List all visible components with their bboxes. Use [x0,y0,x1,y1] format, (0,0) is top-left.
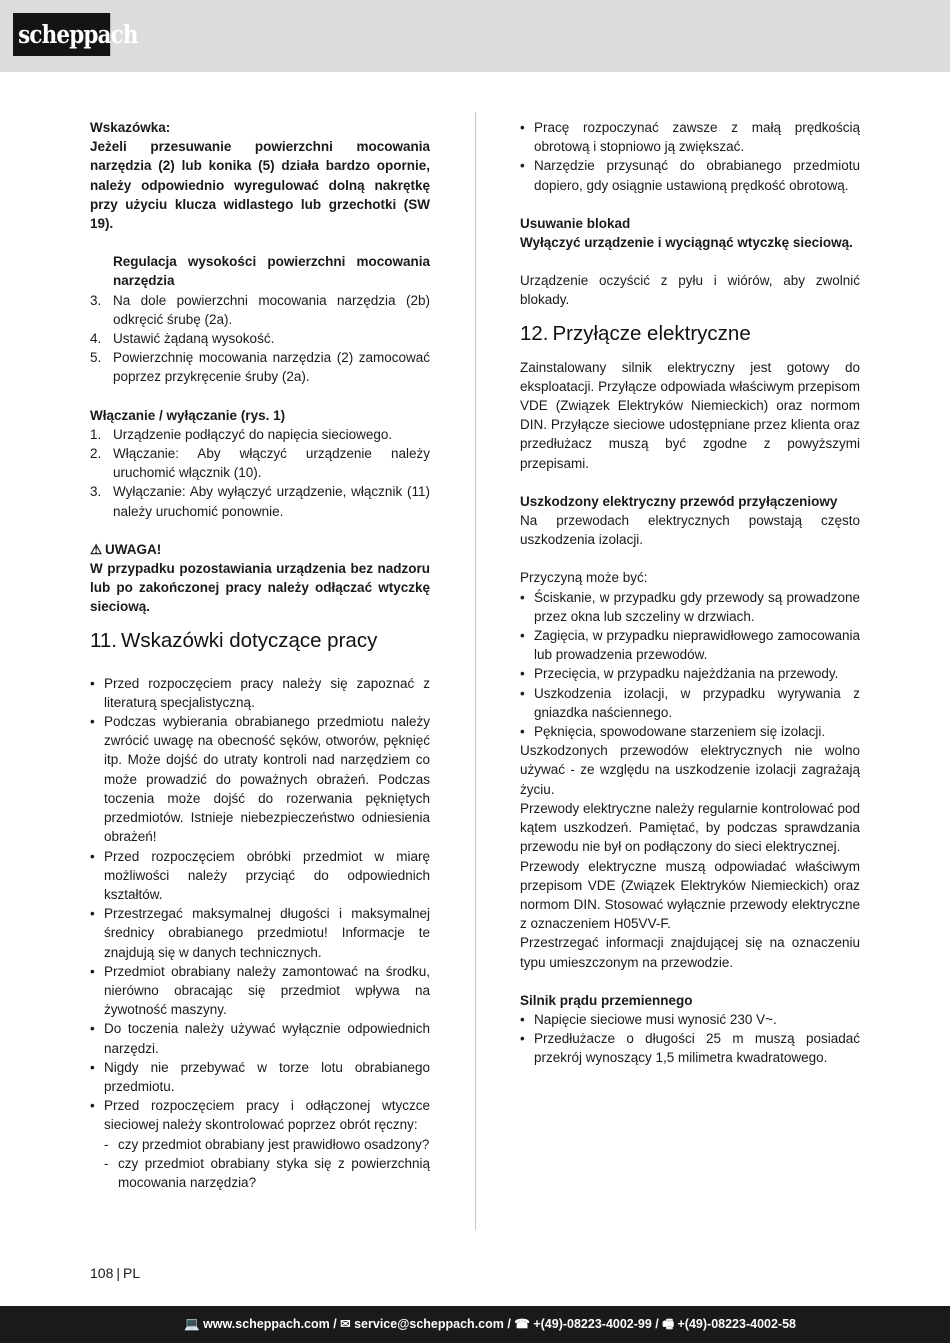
list-item: • Ściskanie, w przypadku gdy przewody są prowadzone przez okna lub szczeliny w drzwiach. [520,589,860,624]
right-column [520,118,860,1068]
list-item: • Nigdy nie przebywać w torze lotu obrabianego przedmiotu. [90,1059,430,1094]
list-item: • Napięcie sieciowe musi wynosić 230 V~. [520,1011,777,1027]
on-off-title: Włączanie / wyłączanie (rys. 1) [90,407,286,423]
language-code: PL [123,1265,141,1281]
list-item: • Uszkodzenia izolacji, w przypadku wyrywania z gniazdka naściennego. [520,685,860,720]
cable-paragraph-4: Przestrzegać informacji znajdującej się na oznaczeniu typu umieszczonym na przewodzie. [520,935,860,970]
list-item: • Przed rozpoczęciem pracy należy się zapoznać z literaturą specjalistyczną. [90,675,430,710]
warning-text: W przypadku pozostawiania urządzenia bez nadzoru lub po zakończonej pracy należy odłączać wtyczkę sieciową. [90,561,430,615]
footer-bar [0,1306,950,1343]
page-number-row [90,1265,140,1281]
damaged-cable-text: Na przewodach elektrycznych powstają często uszkodzenia izolacji. [520,513,860,548]
list-item: • Pracę rozpoczynać zawsze z małą prędkością obrotową i stopniowo ją zwiększać. [520,120,860,155]
hint-title: Wskazówka: [90,120,171,135]
cause-intro: Przyczyną może być: [520,570,648,586]
blockage-instruction: Wyłączyć urządzenie i wyciągnąć wtyczkę sieciową. [520,235,853,251]
blockage-title: Usuwanie blokad [520,215,631,231]
list-item: • Zagięcia, w przypadku nieprawidłowego zamocowania lub prowadzenia przewodów. [520,628,860,663]
list-item: • Przedmiot obrabiany należy zamontować na środku, nierówno obracając się przedmiot wpływa na żywotność maszyny. [90,963,430,1018]
cable-paragraph-2: Przewody elektryczne należy regularnie kontrolować pod kątem uszkodzeń. Pamiętać, by podczas sprawdzania przewodu nie był on podłączony do sieci elektrycznej. [520,800,860,855]
electric-connection-text: Zainstalowany silnik elektryczny jest gotowy do eksploatacji. Przyłącze odpowiada właściwym przepisom VDE (Związek Elektryków Niemieckich) oraz normom DIN. Przyłącze sieciowe udostępniane przez klienta oraz przedłużacz muszą być zgodne z powyższymi przepisami. [520,359,860,471]
header-bar [0,0,950,72]
list-item: • Podczas wybierania obrabianego przedmiotu należy zwrócić uwagę na obecność sęków, otworów, pęknięć itp. Może dojść do utraty kontroli nad narzędziem co może prowadzić do poważnych obrażeń. Podczas toczenia może dojść do rozerwania pękniętych przedmiotów. Istnieje niebezpieczeństwo odniesienia obrażeń! [90,714,430,845]
motor-list [520,1010,860,1068]
list-item: • Do toczenia należy używać wyłącznie odpowiednich narzędzi. [90,1021,430,1056]
warning-triangle-icon: ⚠ [90,541,103,557]
list-item: 3. Wyłączanie: Aby wyłączyć urządzenie, włącznik (11) należy uruchomić ponownie. [90,484,430,519]
speed-tips-list [520,118,860,195]
list-item: • Przed rozpoczęciem pracy i odłączonej wtyczce sieciowej należy skontrolować poprzez obrót ręczny: [90,1098,430,1133]
warning-title-row [90,540,430,559]
list-item: • Przedłużacze o długości 25 m muszą posiadać przekrój wynoszący 1,5 milimetra kwadratowego. [520,1031,860,1066]
list-item: • Przestrzegać maksymalnej długości i maksymalnej średnicy obrabianego przedmiotu! Informacje te znajdują się w danych technicznych. [90,906,430,960]
left-column [90,118,430,1192]
list-item: - czy przedmiot obrabiany styka się z powierzchnią mocowania narzędzia? [104,1155,430,1190]
page-number: 108 [90,1265,114,1281]
blockage-text: Urządzenie oczyścić z pyłu i wiórów, aby zwolnić blokady. [520,273,860,308]
section-12-heading: 12. Przyłącze elektryczne [520,321,751,345]
list-item: 4. Ustawić żądaną wysokość. [90,331,275,347]
list-item: 5. Powierzchnię mocowania narzędzia (2) zamocować poprzez przykręcenie śruby (2a). [90,350,430,385]
section-11-heading: 11. Wskazówki dotyczące pracy [90,628,378,652]
list-item: • Przecięcia, w przypadku najeżdżania na przewody. [520,666,839,682]
column-divider [475,112,476,1230]
height-adjust-steps [90,291,430,387]
page-separator: | [116,1265,120,1281]
manual-check-list [90,1135,430,1193]
on-off-steps [90,425,430,521]
warning-title: UWAGA! [105,541,162,557]
list-item: • Przed rozpoczęciem obróbki przedmiot w miarę możliwości należy przyciąć do odpowiednich kształtów. [90,848,430,902]
list-item: - czy przedmiot obrabiany jest prawidłowo osadzony? [104,1136,430,1152]
damaged-cable-title: Uszkodzony elektryczny przewód przyłączeniowy [520,493,838,509]
brand-logo: scheppach [13,13,110,56]
damage-causes-list [520,588,860,742]
list-item: • Pęknięcia, spowodowane starzeniem się izolacji. [520,724,826,740]
motor-title: Silnik prądu przemiennego [520,992,693,1008]
list-item: 2. Włączanie: Aby włączyć urządzenie należy uruchomić włącznik (10). [90,446,430,481]
list-item: 1. Urządzenie podłączyć do napięcia sieciowego. [90,426,393,442]
work-tips-list [90,674,430,1135]
cable-paragraph-3: Przewody elektryczne muszą odpowiadać właściwym przepisom VDE (Związek Elektryków Niemieckich) oraz normom DIN. Stosować wyłącznie przewody elektryczne z oznaczeniem H05VV-F. [520,858,860,932]
hint-text: Jeżeli przesuwanie powierzchni mocowania narzędzia (2) lub konika (5) działa bardzo opornie, należy odpowiednio wyregulować dolną nakrętkę przy użyciu klucza widlastego lub grzechotki (SW 19). [90,139,430,232]
cable-paragraph-1: Uszkodzonych przewodów elektrycznych nie wolno używać - ze względu na uszkodzenie izolacji zagrażają życiu. [520,743,860,797]
height-adjust-title: Regulacja wysokości powierzchni mocowania narzędzia [113,254,430,289]
contact-line: 💻 www.scheppach.com / ✉ service@scheppach.com / ☎ +(49)-08223-4002-99 / 🖷 +(49)-08223-4002-58 [184,1317,796,1331]
list-item: 3. Na dole powierzchni mocowania narzędzia (2b) odkręcić śrubę (2a). [90,292,430,327]
list-item: • Narzędzie przysunąć do obrabianego przedmiotu dopiero, gdy osiągnie ustawioną prędkość obrotową. [520,158,860,193]
